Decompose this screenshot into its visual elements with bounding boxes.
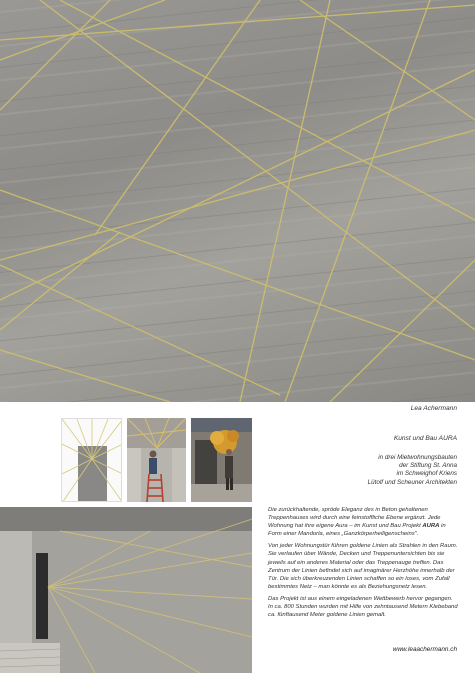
location-line: der Stiftung St. Anna (399, 462, 457, 470)
location-line: in drei Mietwohnungsbauten (378, 454, 457, 461)
project-title: Kunst und Bau AURA (393, 435, 457, 442)
mandorla-diagram-thumbnail (61, 418, 122, 502)
paragraph-intro-rest: in Form einer Mandorla, eines „Ganzkörperheiligenscheins". (268, 523, 446, 538)
gold-foil-person-photo (191, 418, 252, 502)
location-line: Lütolf und Scheuner Architekten (367, 478, 457, 486)
location-line: im Schweighof Kriens (396, 470, 457, 478)
website-link[interactable]: www.leaachermann.ch (392, 646, 457, 653)
body-text (268, 506, 458, 623)
paragraph-lines: Von jeder Wohnungstür führen goldene Linien als Strahlen in den Raum. Sie verlaufen über Wände, Decken und Treppenuntersichten bis sie jeweils auf ein anderes Material oder das Treppenauge treffen. Das Zentrum der Linien befindet sich auf imaginärer Herzhöhe innerhalb der Tür. Die sich überkreuzenden Linien schaffen so ein loses, vom Zufall bestimmtes Netz – man könnte es als Beziehungsnetz lesen. (268, 543, 458, 590)
location-block (368, 454, 457, 487)
paragraph-intro-text: Die zurückhaltende, spröde Eleganz des in Beton gehaltenen Treppenhauses wird durch eine feinstoffliche Ebene ergänzt. Jede Wohnung hat ihre eigene Aura – im Kunst und Bau Projekt (268, 507, 441, 530)
author-name: Lea Achermann (410, 405, 457, 412)
paragraph-intro (268, 506, 458, 538)
project-name-bold: AURA (422, 523, 440, 530)
artist-on-ladder-photo (127, 418, 186, 502)
staircase-photo (0, 507, 252, 673)
paragraph-project: Das Projekt ist aus einem eingeladenen Wettbewerb hervor gegangen. In ca. 800 Stunden wurden mit Hilfe von zehntausend Metern Klebeband ca. fünftausend Meter goldene Linien gemalt. (268, 595, 458, 619)
